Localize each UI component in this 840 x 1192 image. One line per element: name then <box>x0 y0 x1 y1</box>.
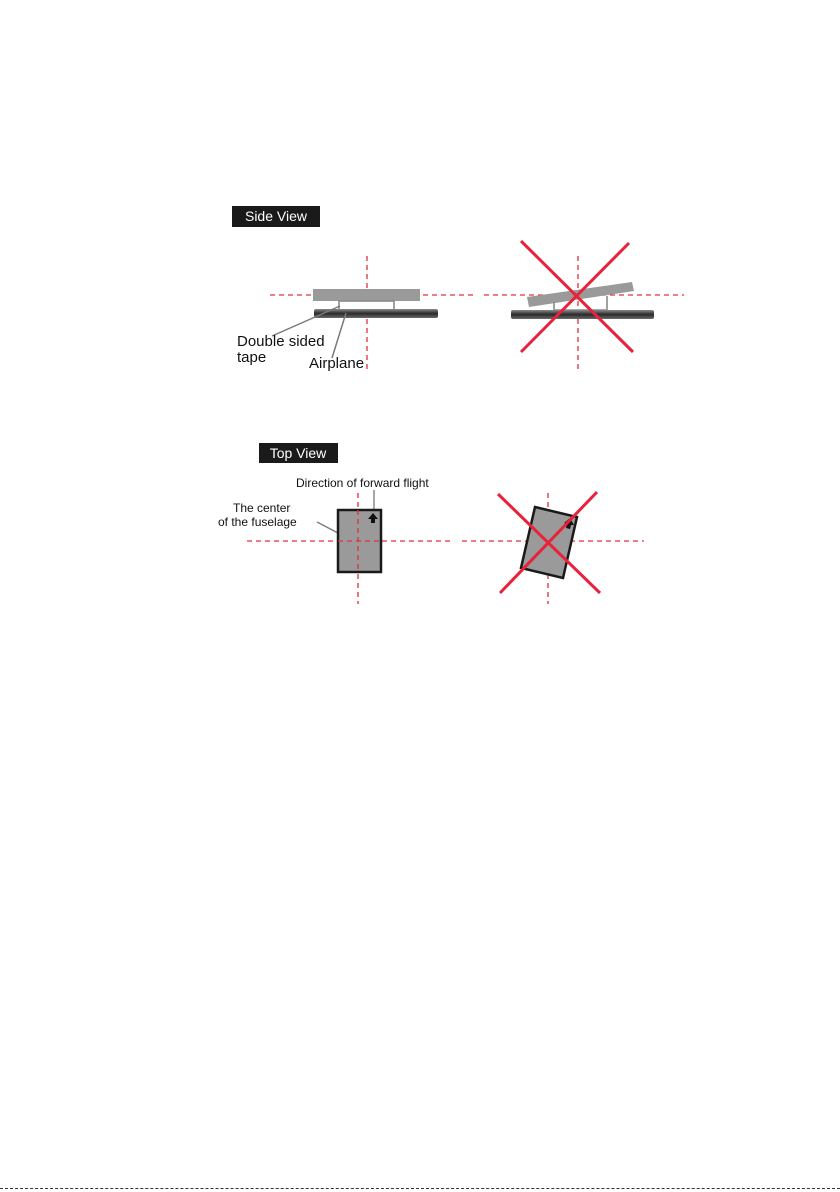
airplane-surface-wrong <box>511 310 654 319</box>
label-double-sided: Double sided <box>237 333 325 350</box>
center-leader-line <box>317 522 338 533</box>
x-cross-icon <box>498 492 600 593</box>
side-view-title: Side View <box>244 208 308 224</box>
label-center: The center <box>233 501 291 515</box>
page-bottom-edge <box>0 1188 840 1189</box>
top-view-section <box>218 443 644 604</box>
label-airplane: Airplane <box>309 355 365 372</box>
side-view-badge <box>232 206 320 227</box>
side-view-section <box>232 206 684 373</box>
top-view-correct <box>218 476 452 604</box>
tilted-board <box>527 282 634 307</box>
top-view-badge <box>259 443 338 463</box>
label-direction: Direction of forward flight <box>296 476 429 490</box>
top-view-title: Top View <box>269 445 327 461</box>
top-view-wrong <box>462 492 644 604</box>
airplane-leader-line <box>332 313 346 358</box>
label-fuselage: of the fuselage <box>218 515 297 529</box>
tape-leader-line <box>272 306 340 336</box>
label-tape: tape <box>237 349 267 366</box>
airplane-surface <box>314 309 438 318</box>
flight-controller-board <box>313 289 420 301</box>
side-view-correct <box>237 256 473 373</box>
side-view-wrong <box>484 241 684 370</box>
